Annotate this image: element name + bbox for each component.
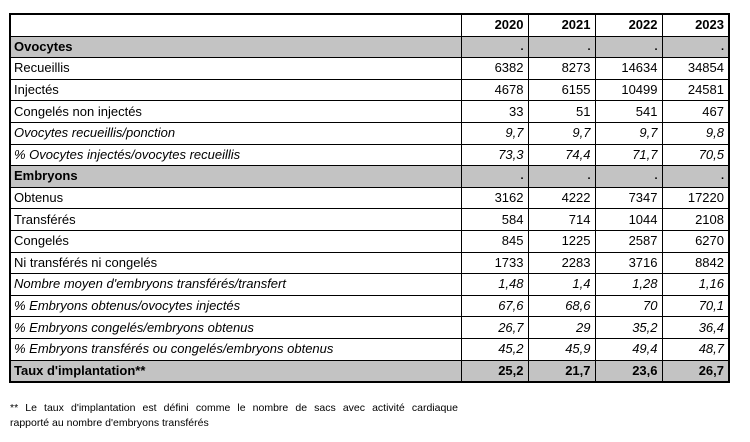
row-label-cell: % Embryons transférés ou congelés/embryons obtenus (10, 338, 461, 360)
row-label-cell: Recueillis (10, 58, 461, 80)
value-cell: 70 (595, 295, 662, 317)
footnote-line2: rapporté au nombre d'embryons transférés (10, 417, 209, 429)
value-cell: 8273 (528, 58, 595, 80)
value-cell: 23,6 (595, 360, 662, 382)
value-cell: 9,8 (662, 122, 729, 144)
value-cell: 8842 (662, 252, 729, 274)
row-label-cell: Taux d'implantation** (10, 360, 461, 382)
row-label-cell: Injectés (10, 79, 461, 101)
value-cell: 29 (528, 317, 595, 339)
stats-table (9, 13, 730, 383)
row-label-cell: Ovocytes recueillis/ponction (10, 122, 461, 144)
table-row (10, 252, 729, 274)
value-cell: 71,7 (595, 144, 662, 166)
year-header-2020: 2020 (461, 14, 528, 36)
table-row (10, 58, 729, 80)
value-cell: 45,2 (461, 338, 528, 360)
value-cell: 67,6 (461, 295, 528, 317)
value-cell: 70,5 (662, 144, 729, 166)
value-cell: 2587 (595, 230, 662, 252)
value-cell: . (662, 166, 729, 188)
value-cell: 2283 (528, 252, 595, 274)
value-cell: 3162 (461, 187, 528, 209)
value-cell: 1,28 (595, 274, 662, 296)
value-cell: 9,7 (528, 122, 595, 144)
year-header-2023: 2023 (662, 14, 729, 36)
value-cell: 51 (528, 101, 595, 123)
value-cell: 845 (461, 230, 528, 252)
row-label-cell: Transférés (10, 209, 461, 231)
table-row (10, 360, 729, 382)
value-cell: 541 (595, 101, 662, 123)
value-cell: 1225 (528, 230, 595, 252)
value-cell: 49,4 (595, 338, 662, 360)
table-row (10, 187, 729, 209)
value-cell: 1,4 (528, 274, 595, 296)
value-cell: 34854 (662, 58, 729, 80)
corner-cell (10, 14, 461, 36)
value-cell: 17220 (662, 187, 729, 209)
table-row (10, 295, 729, 317)
row-label-cell: % Ovocytes injectés/ovocytes recueillis (10, 144, 461, 166)
value-cell: 1044 (595, 209, 662, 231)
value-cell: 36,4 (662, 317, 729, 339)
year-header-row (10, 14, 729, 36)
row-label-cell: % Embryons congelés/embryons obtenus (10, 317, 461, 339)
value-cell: 21,7 (528, 360, 595, 382)
table-row (10, 36, 729, 58)
table-row (10, 79, 729, 101)
value-cell: 73,3 (461, 144, 528, 166)
row-label-cell: Nombre moyen d'embryons transférés/transfert (10, 274, 461, 296)
table-row (10, 101, 729, 123)
table-row (10, 166, 729, 188)
value-cell: . (662, 36, 729, 58)
year-header-2022: 2022 (595, 14, 662, 36)
value-cell: . (528, 36, 595, 58)
row-label-cell: Congelés (10, 230, 461, 252)
footnote (10, 401, 458, 431)
value-cell: 1,48 (461, 274, 528, 296)
value-cell: . (595, 36, 662, 58)
value-cell: 467 (662, 101, 729, 123)
row-label-cell: Ovocytes (10, 36, 461, 58)
table-row (10, 230, 729, 252)
value-cell: 9,7 (461, 122, 528, 144)
row-label-cell: Embryons (10, 166, 461, 188)
value-cell: 6382 (461, 58, 528, 80)
stats-table-body (10, 36, 729, 382)
value-cell: 6155 (528, 79, 595, 101)
row-label-cell: % Embryons obtenus/ovocytes injectés (10, 295, 461, 317)
table-row (10, 122, 729, 144)
value-cell: . (461, 36, 528, 58)
value-cell: 26,7 (662, 360, 729, 382)
value-cell: 26,7 (461, 317, 528, 339)
value-cell: 45,9 (528, 338, 595, 360)
table-row (10, 144, 729, 166)
value-cell: 68,6 (528, 295, 595, 317)
value-cell: . (461, 166, 528, 188)
value-cell: 4678 (461, 79, 528, 101)
row-label-cell: Ni transférés ni congelés (10, 252, 461, 274)
value-cell: 6270 (662, 230, 729, 252)
value-cell: 33 (461, 101, 528, 123)
row-label-cell: Obtenus (10, 187, 461, 209)
value-cell: 714 (528, 209, 595, 231)
value-cell: . (595, 166, 662, 188)
value-cell: 24581 (662, 79, 729, 101)
value-cell: 70,1 (662, 295, 729, 317)
value-cell: 1733 (461, 252, 528, 274)
table-row (10, 338, 729, 360)
table-row (10, 209, 729, 231)
value-cell: 1,16 (662, 274, 729, 296)
value-cell: 4222 (528, 187, 595, 209)
value-cell: 584 (461, 209, 528, 231)
value-cell: 48,7 (662, 338, 729, 360)
value-cell: 25,2 (461, 360, 528, 382)
value-cell: 14634 (595, 58, 662, 80)
value-cell: 9,7 (595, 122, 662, 144)
value-cell: 2108 (662, 209, 729, 231)
table-row (10, 317, 729, 339)
value-cell: 35,2 (595, 317, 662, 339)
value-cell: 74,4 (528, 144, 595, 166)
value-cell: 10499 (595, 79, 662, 101)
footnote-line1: ** Le taux d'implantation est défini comme le nombre de sacs avec activité cardiaque (10, 402, 458, 414)
table-row (10, 274, 729, 296)
year-header-2021: 2021 (528, 14, 595, 36)
value-cell: . (528, 166, 595, 188)
value-cell: 3716 (595, 252, 662, 274)
report-table-container (9, 13, 730, 383)
value-cell: 7347 (595, 187, 662, 209)
row-label-cell: Congelés non injectés (10, 101, 461, 123)
